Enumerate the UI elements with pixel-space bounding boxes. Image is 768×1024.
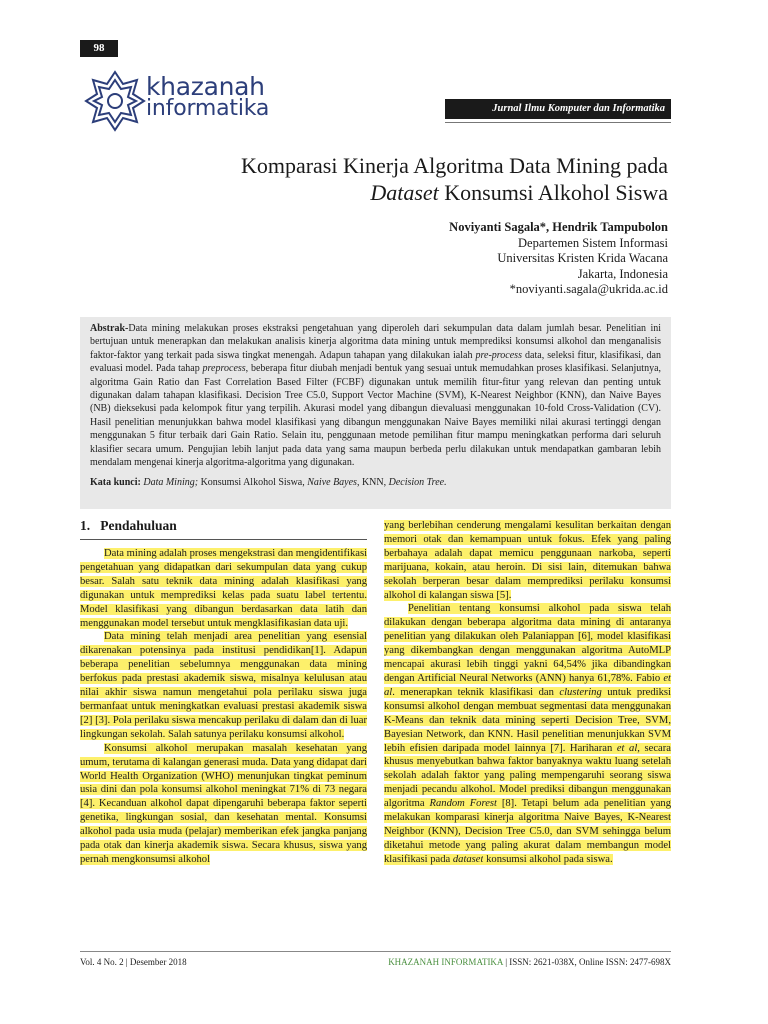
keywords: [90, 477, 661, 488]
left-paragraph-3: [80, 742, 367, 867]
keyword-4: , KNN,: [356, 477, 389, 489]
title-line-1: Komparasi Kinerja Algoritma Data Mining pada: [240, 153, 668, 178]
abstract-part-3: , beberapa fitur diubah menjadi bentuk yang sesuai untuk memudahkan proses klasifikasi. Selanjutnya, algoritma Gain Ratio dan Fast Correlation Based Filter (FCBF) digunakan untuk memilih fitur-fitur yang relevan dan penting untuk digunakan dalam tahapan klasifikasi. Decision Tree C5.0, Support Vector Machine (SVM), K-Nearest Neighbor (KNN), dan Naive Bayes (NB) dieksekusi pada kelompok fitur yang terpilih. Akurasi model yang dibangun dievaluasi menggunakan 10-fold Cross-Validation (CV). Hasil penelitian menunjukkan bahwa model klasifikasi yang dibangun menggunakan Naive Bayes memiliki nilai akurasi tertinggi dengan menggunakan 5 fitur terbaik dari Gain Ratio. Selain itu, penggunaan metode pemilihan fitur mampu meningkatkan performa dari seluruh klasifier secara umum. Pengujian lebih lanjut pada data yang sama maupun berbeda perlu dilakukan untuk mendapatkan gambaran lebih mendalam mengenai kinerja algoritma-algoritma yang digunakan.: [90, 363, 662, 469]
left-paragraph-1-text: Data mining adalah proses mengekstrasi dan mengidentifikasi pengetahuan yang didapatkan dari sekumpulan data yang cukup besar. Salah satu teknik data mining adalah klasifikasi yang digunakan untuk memprediksi kelas pada suatu label tertentu. Model klasifikasi yang dibangun berdasarkan data latih dan menggunakan model tersebut untuk mengklasifikasian data uji.: [80, 548, 368, 629]
star-emblem-icon: [84, 70, 146, 132]
abstract-box: [80, 317, 671, 509]
page-number: 98: [80, 40, 118, 57]
rp2-etal-1: et al: [384, 672, 671, 698]
footer-issn-text: | ISSN: 2621-038X, Online ISSN: 2477-698X: [502, 957, 671, 967]
right-paragraph-2: [384, 602, 671, 866]
title-line-2-rest: Konsumsi Alkohol Siswa: [438, 180, 668, 205]
rp2-f: konsumsi alkohol pada siswa.: [483, 853, 613, 865]
author-names: Noviyanti Sagala*, Hendrik Tampubolon: [449, 220, 668, 234]
journal-logo: [84, 70, 274, 134]
left-column: [80, 547, 367, 867]
author-university: Universitas Kristen Krida Wacana: [497, 251, 668, 265]
keyword-5: Decision Tree.: [388, 477, 447, 489]
journal-divider: [445, 122, 671, 123]
keywords-label: Kata kunci:: [90, 477, 144, 489]
rp2-random-forest: Random Forest: [429, 798, 497, 810]
rp2-etal-2: et al: [616, 742, 638, 754]
logo-line-2: informatika: [146, 96, 270, 121]
footer-divider: [80, 951, 671, 952]
abstract-italic-2: preprocess: [202, 363, 246, 375]
abstract-text: [90, 322, 661, 469]
keyword-1: Data Mining;: [143, 477, 199, 489]
rp2-b: . menerapkan teknik klasifikasi dan: [392, 686, 560, 698]
rp2-dataset: dataset: [452, 853, 484, 865]
author-dept: Departemen Sistem Informasi: [518, 235, 668, 250]
footer-volume: Vol. 4 No. 2 | Desember 2018: [80, 957, 187, 967]
section-heading: [80, 518, 177, 534]
right-paragraph-1-text: yang berlebihan cenderung mengalami kesulitan berkaitan dengan memori otak dan kemampuan untuk fokus. Efek yang paling berbahaya adalah dapat memicu penggunaan narkoba, seperti marijuana, kokain, atau heroin. Di sisi lain, ditemukan bahwa sekolah berperan besar dalam memprediksi perilaku konsumsi alkohol di kalangan siswa [5].: [384, 520, 671, 601]
rp2-d: , secara khusus menyebutkan bahwa faktor banyaknya waktu luang setelah sekolah adalah faktor yang paling mempengaruhi seorang siswa menjadi pecandu alkohol. Model prediksi dibangun menggunakan algoritma: [384, 742, 671, 810]
logo-wordmark: [146, 74, 269, 120]
rp2-a: Penelitian tentang konsumsi alkohol pada siswa telah dilakukan dengan beberapa algoritma data mining di antaranya penelitian yang dilakukan oleh Palaniappan [6], model klasifikasi yang dikembangkan dengan menggunakan algoritma AutoMLP mencapai akurasi lebih tinggi yakni 64,54% jika dibandingkan dengan Artificial Neural Networks (ANN) hanya 61,78%. Fabio: [384, 603, 671, 684]
left-paragraph-2-text: Data mining telah menjadi area penelitian yang esensial dikarenakan potensinya pada institusi pendidikan[1]. Adapun beberapa penelitian sebelumnya menggunakan data mining berfokus pada prestasi akademik siswa, misalnya kelulusan atau nilai akhir siswa namun mengetahui pola perilaku siswa juga bermanfaat untuk meningkatkan evaluasi prestasi akademik siswa [2] [3]. Pola perilaku siswa mencakup perilaku di dalam dan di luar lingkungan sekolah. Salah satunya perilaku konsumsi alkohol.: [80, 631, 367, 740]
footer-journal-name: KHAZANAH INFORMATIKA: [388, 957, 503, 967]
abstract-part-2: data, seleksi fitur, klasifikasi, dan evaluasi model. Pada tahap: [90, 349, 661, 375]
abstract-italic-1: pre-process: [475, 349, 522, 361]
journal-name-bar: Jurnal Ilmu Komputer dan Informatika: [445, 99, 671, 119]
section-divider: [80, 539, 367, 540]
rp2-e: [8]. Tetapi belum ada penelitian yang melakukan komparasi kinerja algoritma Naive Bayes, K-Nearest Neighbor (KNN), Decision Tree C5.0, dan SVM sehingga belum diketahui metode yang paling akurat dalam membangun model klasifikasi pada: [384, 798, 671, 865]
footer-issn: [388, 957, 671, 967]
title-line-2: [108, 179, 668, 206]
rp2-c: untuk prediksi konsumsi alkohol dengan membuat segmentasi data menggunakan K-Means dan teknik data mining seperti Decision Tree, SVM, Bayesian Network, dan KNN. Hasil penelitian menunjukkan SVM lebih efisien daripada model lainnya [7]. Hariharan: [384, 686, 671, 754]
section-title: Pendahuluan: [100, 518, 177, 533]
author-email: *noviyanti.sagala@ukrida.ac.id: [509, 282, 668, 296]
left-paragraph-3-text: Konsumsi alkohol merupakan masalah kesehatan yang umum, terutama di kalangan generasi muda. Data yang didapat dari World Health Organization (WHO) menunjukan tingkat peminum usia dini dan pola konsumsi alkohol meningkat 71% di 73 negara [4]. Kecanduan alkohol dapat dipengaruhi beberapa faktor seperti genetika, lingkungan sosial, dan kesehatan mental. Konsumsi alkohol pada usia muda (pelajar) memberikan efek jangka panjang pada otak dan kinerja akademik siswa. Secara khusus, siswa yang pernah mengkonsumsi alkohol: [80, 742, 367, 865]
paper-title: [108, 152, 668, 206]
left-paragraph-1: [80, 547, 367, 630]
left-paragraph-2: [80, 630, 367, 741]
keyword-2: Konsumsi Alkohol Siswa,: [198, 477, 308, 489]
rp2-clustering: clustering: [559, 686, 602, 698]
author-city: Jakarta, Indonesia: [577, 266, 668, 281]
title-dataset-word: Dataset: [370, 180, 439, 205]
author-block: [268, 220, 668, 298]
section-number: 1.: [80, 518, 91, 533]
right-paragraph-1: [384, 519, 671, 602]
right-column: [384, 519, 671, 867]
logo-line-1: khazanah: [146, 72, 265, 101]
keyword-3: Naive Bayes: [307, 477, 357, 489]
abstract-part-1: Data mining melakukan proses ekstraksi pengetahuan yang diperoleh dari sekumpulan data dalam jumlah besar. Penelitian ini bertujuan untuk menerapkan dan melakukan analisis kinerja algoritma data mining untuk memprediksi konsumsi alkohol dan menganalisis faktor-faktor yang terkait pada siswa tingkat menengah. Adapun tahapan yang dilakukan ialah: [90, 323, 661, 361]
abstract-label: Abstrak-: [90, 323, 129, 334]
